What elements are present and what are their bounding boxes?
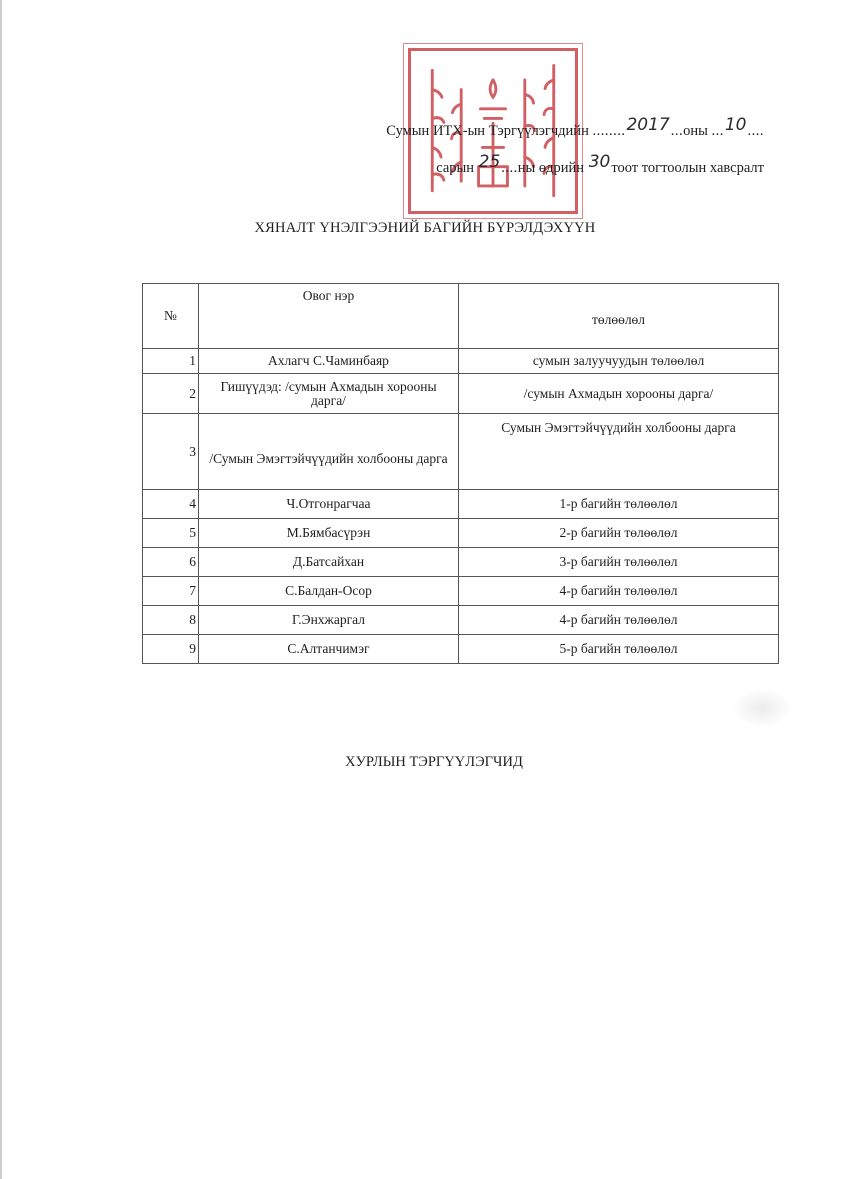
header-line-date [436, 152, 764, 177]
document-title: ХЯНАЛТ ҮНЭЛГЭЭНИЙ БАГИЙН БҮРЭЛДЭХҮҮН [254, 220, 596, 236]
table-row [143, 519, 779, 548]
fill-dots: ........ [592, 123, 626, 139]
row-number: 7 [143, 577, 199, 606]
table-header-row [143, 284, 779, 349]
handwritten-number: 30 [588, 152, 611, 172]
table-row [143, 548, 779, 577]
row-number: 2 [143, 374, 199, 414]
header-mid-text: оны [683, 123, 712, 139]
fill-dots: ... [670, 123, 684, 139]
header-representation: төлөөлөл [459, 284, 779, 349]
row-number: 5 [143, 519, 199, 548]
row-representation: 4-р багийн төлөөлөл [459, 577, 779, 606]
row-name: /Сумын Эмэгтэйчүүдийн холбооны дарга [199, 414, 459, 490]
row-name: Ч.Отгонрагчаа [199, 490, 459, 519]
row-name: С.Алтанчимэг [199, 635, 459, 664]
committee-roster-table [142, 283, 779, 664]
row-representation: 1-р багийн төлөөлөл [459, 490, 779, 519]
fill-dots: .... [747, 123, 764, 139]
handwritten-year: 2017 [626, 115, 670, 135]
row-number: 8 [143, 606, 199, 635]
header-name: Овог нэр [199, 284, 459, 349]
row-number: 9 [143, 635, 199, 664]
row-name: М.Бямбасүрэн [199, 519, 459, 548]
row-number: 3 [143, 414, 199, 490]
fill-dots: .... [501, 160, 518, 176]
handwritten-day: 25 [478, 152, 501, 172]
table-row [143, 635, 779, 664]
row-name: Гишүүдэд: /сумын Ахмадын хорооны дарга/ [199, 374, 459, 414]
signature-label: ХУРЛЫН ТЭРГҮҮЛЭГЧИД [345, 754, 523, 770]
handwritten-month: 10 [724, 115, 747, 135]
row-name: Ахлагч С.Чаминбаяр [199, 349, 459, 374]
header-suffix-text: тоот тогтоолын хавсралт [611, 160, 764, 176]
row-name: Г.Энхжаргал [199, 606, 459, 635]
row-representation: Сумын Эмэгтэйчүүдийн холбооны дарга [459, 414, 779, 490]
table-row [143, 490, 779, 519]
page-edge [0, 0, 2, 1179]
header-number: № [143, 284, 199, 349]
table-row [143, 374, 779, 414]
row-representation: 3-р багийн төлөөлөл [459, 548, 779, 577]
row-number: 1 [143, 349, 199, 374]
table-row [143, 349, 779, 374]
row-representation: сумын залуучуудын төлөөлөл [459, 349, 779, 374]
table-row [143, 414, 779, 490]
fill-dots: ... [711, 123, 724, 139]
row-number: 6 [143, 548, 199, 577]
row-name: С.Балдан-Осор [199, 577, 459, 606]
row-representation: 4-р багийн төлөөлөл [459, 606, 779, 635]
row-representation: 2-р багийн төлөөлөл [459, 519, 779, 548]
row-name: Д.Батсайхан [199, 548, 459, 577]
row-representation: 5-р багийн төлөөлөл [459, 635, 779, 664]
row-number: 4 [143, 490, 199, 519]
table-row [143, 606, 779, 635]
header-prefix-text: Сумын ИТХ-ын Тэргүүлэгчдийн [386, 123, 593, 139]
header-line-resolution [386, 115, 764, 140]
table-row [143, 577, 779, 606]
header-day-text: ны өдрийн [517, 160, 588, 176]
row-representation: /сумын Ахмадын хорооны дарга/ [459, 374, 779, 414]
scan-smudge [732, 688, 792, 728]
header-month-word: сарын [436, 160, 478, 176]
